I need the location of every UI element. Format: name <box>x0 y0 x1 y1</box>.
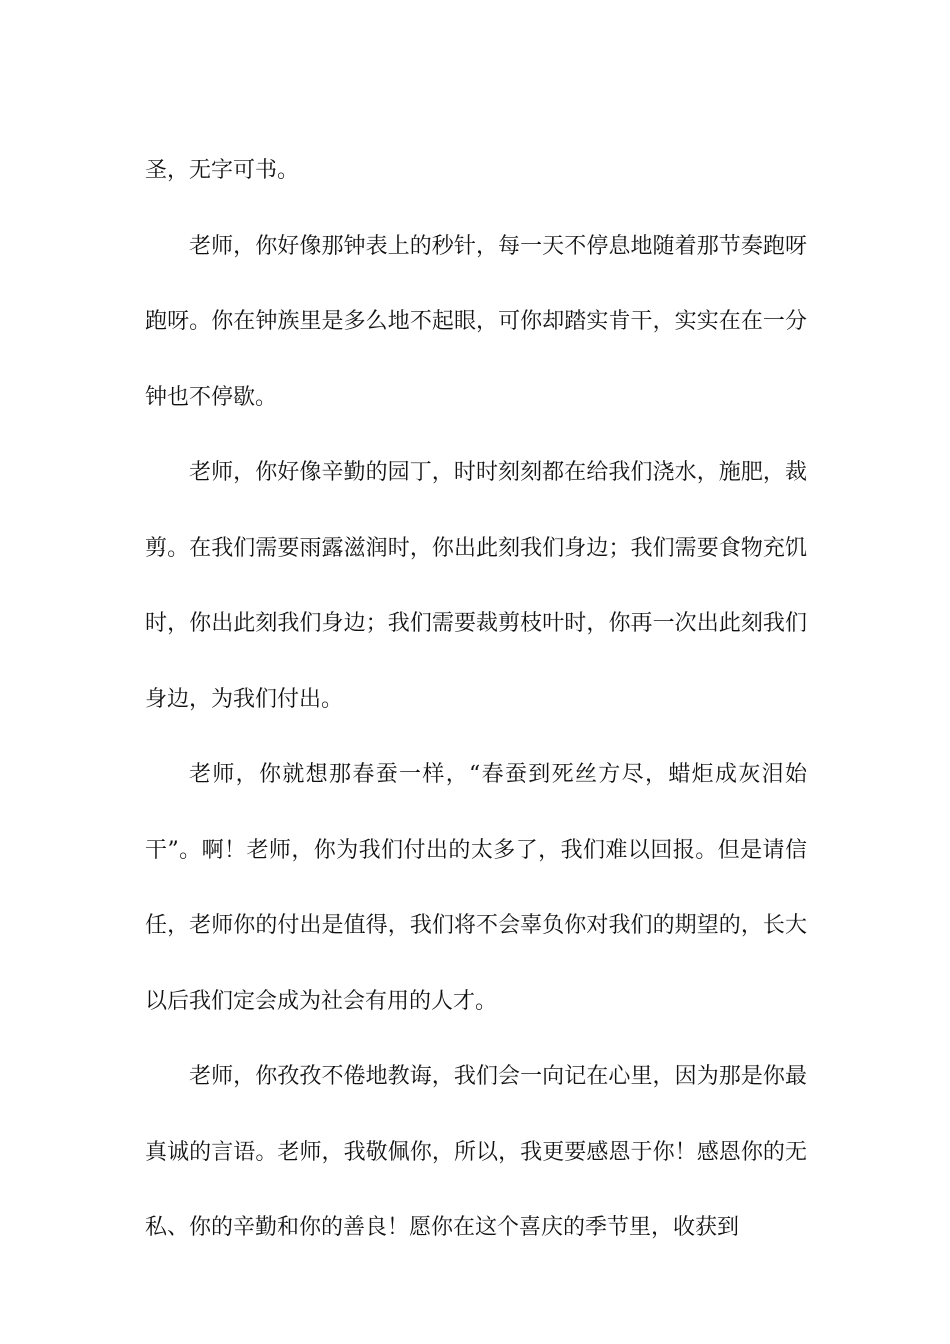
paragraph-gratitude: 老师，你孜孜不倦地教诲，我们会一向记在心里，因为那是你最真诚的言语。老师，我敬佩你，所以，我更要感恩于你！感恩你的无私、你的辛勤和你的善良！愿你在这个喜庆的季节里，收获到 <box>145 1064 807 1240</box>
paragraph-gardener: 老师，你好像辛勤的园丁，时时刻刻都在给我们浇水，施肥，裁剪。在我们需要雨露滋润时，你出此刻我们身边；我们需要食物充饥时，你出此刻我们身边；我们需要裁剪枝叶时，你再一次出此刻我们身边，为我们付出。 <box>145 460 807 712</box>
paragraph-second-hand: 老师，你好像那钟表上的秒针，每一天不停息地随着那节奏跑呀跑呀。你在钟族里是多么地不起眼，可你却踏实肯干，实实在在一分钟也不停歇。 <box>145 233 807 410</box>
document-body <box>145 133 807 1266</box>
paragraph-silkworm: 老师，你就想那春蚕一样，“春蚕到死丝方尽，蜡炬成灰泪始干”。啊！老师，你为我们付出的太多了，我们难以回报。但是请信任，老师你的付出是值得，我们将不会辜负你对我们的期望的，长大以后我们定会成为社会有用的人才。 <box>145 762 807 1014</box>
paragraph-continuation: 圣，无字可书。 <box>145 158 300 183</box>
